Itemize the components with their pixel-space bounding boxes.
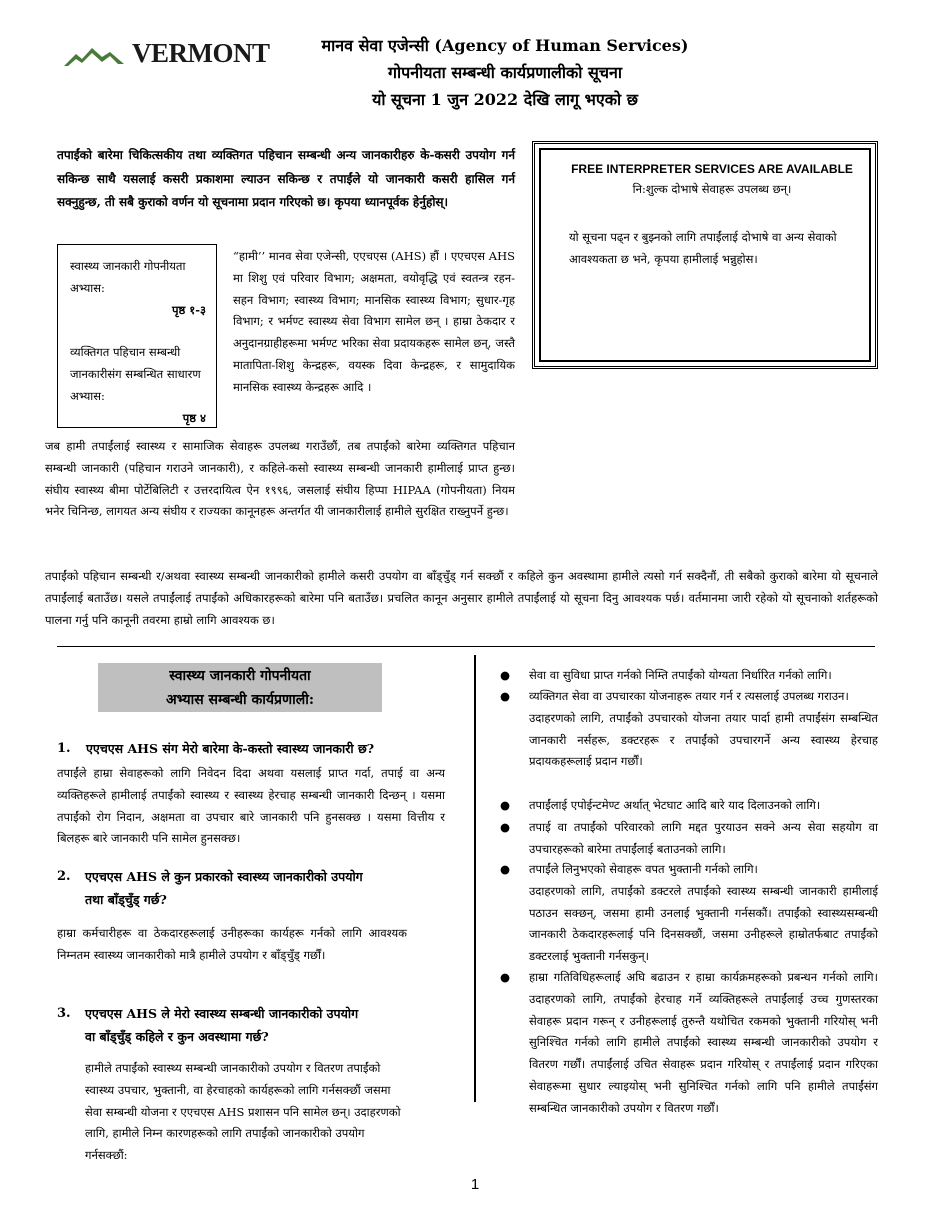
bullet-text: सेवा वा सुविधा प्राप्त गर्नको निम्ति तपाईंको योग्यता निर्धारित गर्नको लागि।: [529, 668, 832, 682]
title-line-1: मानव सेवा एजेन्सी (Agency of Human Services): [321, 36, 689, 55]
bullet-icon: ●: [500, 970, 511, 984]
question-1-title: एएचएस AHS संग मेरो बारेमा के-कस्तो स्वास्थ्य जानकारी छ?: [86, 741, 375, 756]
interpreter-line-1: नि:शुल्क दोभाषे सेवाहरू उपलब्ध छन्।: [632, 182, 792, 196]
interpreter-services-box: [532, 141, 878, 369]
bullet-icon: ●: [500, 689, 511, 703]
bullet-item: [500, 817, 878, 861]
notice-purpose-paragraph: तपाईंको पहिचान सम्बन्धी र/अथवा स्वास्थ्य सम्बन्धी जानकारीको हामीले कसरी उपयोग वा बाँड्चुँड्‌ गर्न सक्छौं र कहिले कुन अवस्थामा हामीले त्यसो गर्न सक्दैनौं, ती सबैको कुराको बारेमा यो सूचनाले तपाईंलाई बताउँछ। यसले तपाईंलाई तपाईंको अधिकारहरूको बारेमा पनि बताउँछ। प्रचलित कानून अनुसार हामीले तपाईंलाई यो सूचना दिनु आवश्यक पर्छ। वर्तमानमा जारी रहेको यो सूचनाको शर्तहरूको पालना गर्नु पनि कानूनी तवरमा हाम्रो लागि आवश्यक छ।: [45, 569, 878, 627]
bullet-text: तपाईंलाई एपोईन्टमेण्ट अर्थात् भेटघाट आदि बारे याद दिलाउनको लागि।: [529, 798, 821, 812]
horizontal-divider: [57, 646, 875, 647]
question-3-answer: हामीले तपाईंको स्वास्थ्य सम्बन्धी जानकारीको उपयोग र वितरण तपाईंको स्वास्थ्य उपचार, भुक्तानी, वा हेरचाहको कार्यहरूको लागि गर्नसक्छौं जसमा सेवा सम्बन्धी योजना र एएचएस AHS प्रशासन पनि सामेल छन्। उदाहरणको लागि, हामीले निम्न कारणहरूको लागि तपाईंको जानकारीको उपयोग गर्नसक्छौं:: [85, 1061, 401, 1163]
question-3-title-line-2: वा बाँड्चुँड्‌ कहिले र कुन अवस्थामा गर्छ?: [85, 1029, 269, 1044]
bullet-example: उदाहरणको लागि, तपाईंको डक्टरले तपाईंको स्वास्थ्य सम्बन्धी जानकारी हामीलाई पठाउन सक्छन्, जसमा हामी उनलाई भुक्तानी गर्नसकौं। तपाईंको स्वास्थ्यसम्बन्धी जानकारी ठेकदारहरूलाई पनि दिनसक्छौं, जसमा उनीहरूले हाम्रोतर्फबाट तपाईंको डक्टरलाई भुक्तानी गर्नसकुन्।: [529, 883, 878, 964]
title-line-2: गोपनीयता सम्बन्धी कार्यप्रणालीको सूचना: [387, 63, 623, 82]
bullet-item: [500, 686, 878, 773]
question-1-number: 1.: [57, 741, 71, 756]
bullet-item: [500, 795, 878, 817]
section-heading: [98, 663, 382, 712]
question-3-number: 3.: [57, 1006, 71, 1021]
page-number: 1: [470, 1176, 480, 1193]
title-line-3: यो सूचना 1 जुन 2022 देखि लागू भएको छ: [372, 90, 638, 109]
section-heading-line-2: अभ्यास सम्बन्धी कार्यप्रणाली:: [165, 692, 315, 708]
toc-item-2-label: व्यक्तिगत पहिचान सम्बन्धी जानकारीसंग सम्बन्धित साधारण अभ्यास:: [70, 345, 201, 403]
question-1-answer: तपाईंले हाम्रा सेवाहरूको लागि निवेदन दिदा अथवा यसलाई प्राप्त गर्दा, तपाई वा अन्य व्यक्तिहरूले हामीलाई तपाईंको स्वास्थ्य र स्वास्थ्य हेरचाह सम्बन्धी जानकारी दिन्छन् । यसमा तपाईंको रोग निदान, अक्षमता वा उपचार बारे जानकारी पनि हुनसक्छ । यसमा वित्तीय र बिलहरू बारे जानकारी पनि सामेल हुनसक्छ।: [57, 766, 445, 846]
bullet-example: उदाहरणको लागि, तपाईंको उपचारको योजना तयार पार्दा हामी तपाईंसंग सम्बन्धित जानकारी नर्सहरू, डक्टरहरू र तपाईंको उपचारगर्ने अन्य स्वास्थ्य हेरचाह प्रदायकहरूलाई प्रदान गर्छौं।: [529, 710, 878, 769]
bullet-item: [500, 665, 878, 687]
toc-item-1-label: स्वास्थ्य जानकारी गोपनीयता अभ्यास:: [70, 259, 186, 295]
logo-text: VERMONT: [132, 38, 270, 68]
interpreter-heading: FREE INTERPRETER SERVICES ARE AVAILABLE: [571, 162, 853, 176]
question-2-title-line-2: तथा बाँड्चुँड्‌ गर्छ?: [85, 892, 167, 907]
bullet-text: तपाईंले लिनुभएको सेवाहरू वपत भुक्तानी गर्नको लागि।: [529, 862, 758, 876]
question-2: [57, 865, 457, 911]
mountain-logo-icon: [62, 40, 134, 72]
toc-item-1-page: पृष्ठ १-३: [171, 303, 206, 317]
document-title: [290, 32, 720, 113]
column-divider: [474, 655, 476, 1102]
agency-description: “हामी’’ मानव सेवा एजेन्सी, एएचएस (AHS) हौं । एएचएस AHS मा शिशु एवं परिवार विभाग; अक्षमता, वयोवृद्धि एवं स्वतन्त्र रहन-सहन विभाग; स्वास्थ्य विभाग; मानसिक स्वास्थ्य विभाग; सुधार-गृह विभाग; र भर्मण्ट स्वास्थ्य सेवा विभाग सामेल छन् । हाम्रा ठेकदार र अनुदानग्राहीहरूमा भर्मण्ट भरिका सेवा प्रदायकहरू सामेल छन्, जस्तै मातापिता-शिशु केन्द्रहरू, वयस्क दिवा केन्द्रहरू, र सामुदायिक मानसिक स्वास्थ्य केन्द्रहरू आदि ।: [233, 249, 515, 394]
bullet-icon: ●: [500, 798, 511, 812]
privacy-paragraph: जब हामी तपाईंलाई स्वास्थ्य र सामाजिक सेवाहरू उपलब्ध गराउँछौं, तब तपाईंको बारेमा व्यक्तिगत पहिचान सम्बन्धी जानकारी (पहिचान गराउने जानकारी), र कहिले-कसो स्वास्थ्य सम्बन्धी जानकारी हामीलाई प्राप्त हुन्छ। संघीय स्वास्थ्य बीमा पोर्टेबिलिटी र उत्तरदायित्व ऐन १९९६, जसलाई संघीय हिप्पा HIPAA (गोपनीयता) नियम भनेर चिनिन्छ, लागयत अन्य संघीय र राज्यका कानूनहरू अन्तर्गत यी जानकारीलाई हामीले सुरक्षित राख्नुपर्ने हुन्छ।: [45, 439, 515, 519]
intro-paragraph: तपाईंको बारेमा चिकित्सकीय तथा व्यक्तिगत पहिचान सम्बन्धी अन्य जानकारीहरु के-कसरी उपयोग गर्न सकिन्छ साथै यसलाई कसरी प्रकाशमा ल्याउन सकिन्छ र तपाईंले यो जानकारी कसरी हासिल गर्न सक्नुहुन्छ, ती सबै कुराको वर्णन यो सूचनामा प्रदान गरिएको छ। कृपया ध्यानपूर्वक हेर्नुहोस्।: [57, 148, 515, 209]
question-3-title-line-1: एएचएस AHS ले मेरो स्वास्थ्य सम्बन्धी जानकारीको उपयोग: [85, 1006, 359, 1021]
question-3: [57, 1002, 457, 1048]
interpreter-line-2: यो सूचना पढ्न र बुझ्नको लागि तपाईंलाई दोभाषे वा अन्य सेवाको आवश्यकता छ भने, कृपया हामीलाई भन्नुहोस।: [569, 230, 837, 266]
question-2-title-line-1: एएचएस AHS ले कुन प्रकारको स्वास्थ्य जानकारीको उपयोग: [85, 869, 363, 884]
bullet-item: [500, 859, 878, 968]
bullet-icon: ●: [500, 820, 511, 834]
bullet-text: व्यक्तिगत सेवा वा उपचारका योजनाहरू तयार गर्न र त्यसलाई उपलब्ध गराउन।: [529, 689, 849, 703]
bullet-icon: ●: [500, 668, 511, 682]
bullet-text: तपाई वा तपाईंको परिवारको लागि मद्दत पुरयाउन सक्ने अन्य सेवा सहयोग वा उपचारहरूको बारेमा तपाईंलाई बताउनको लागि।: [529, 820, 878, 856]
interpreter-services-inner: [539, 148, 871, 362]
vermont-logo: [62, 36, 270, 76]
toc-item-2-page: पृष्ठ ४: [182, 411, 206, 425]
bullet-item: [500, 967, 878, 1120]
contents-box: [57, 244, 217, 428]
question-2-number: 2.: [57, 869, 71, 884]
section-heading-line-1: स्वास्थ्य जानकारी गोपनीयता: [169, 668, 311, 684]
bullet-text: हाम्रा गतिविधिहरूलाई अघि बढाउन र हाम्रा कार्यक्रमहरूको प्रबन्धन गर्नको लागि। उदाहरणको लागि, तपाईंको हेरचाह गर्ने व्यक्तिहरूले तपाईंलाई उच्च गुणस्तरका सेवाहरू प्रदान गरून् र उनीहरूलाई तुरुन्तै यथोचित रकमको भुक्तानी गरियोस् भनी सुनिश्चित गर्नको लागि हामीले तपाईंको स्वास्थ्य सम्बन्धी जानकारीको उपयोग र वितरण गर्छौं। तपाईंलाई उचित सेवाहरू प्रदान गरियोस् र तपाईंलाई प्रदान गरिएका सेवाहरूमा सुधार ल्याइयोस् भनी सुनिश्चित गर्नको लागि पनि हामीले तपाईंसंग सम्बन्धित जानकारीको उपयोग र वितरण गर्छौं।: [529, 970, 878, 1115]
question-2-answer: हाम्रा कर्मचारीहरू वा ठेकदारहरूलाई उनीहरूका कार्यहरू गर्नको लागि आवश्यक निम्नतम स्वास्थ्य जानकारीको मात्रै हामीले उपयोग र बाँड्चुँड्‌ गर्छौं।: [57, 926, 407, 962]
bullet-icon: ●: [500, 862, 511, 876]
question-1: [57, 737, 457, 760]
